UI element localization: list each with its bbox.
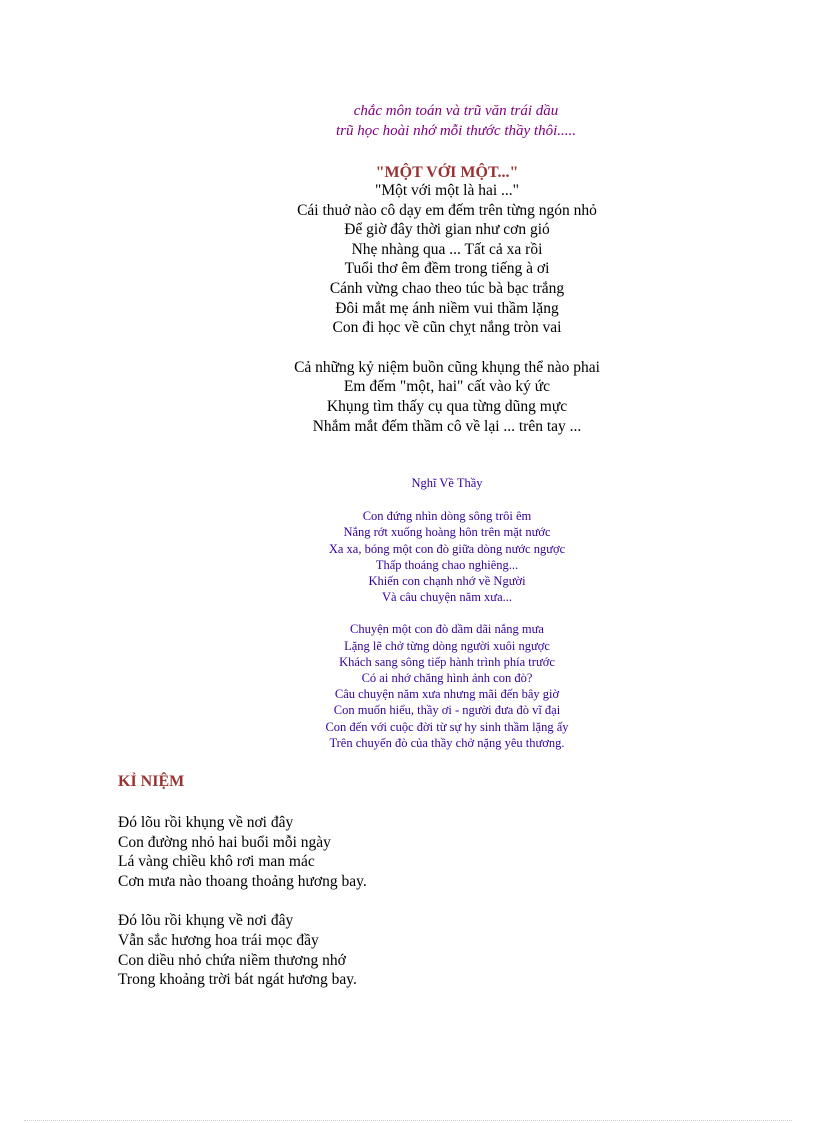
poem-line: Để giờ đây thời gian như cơn gió [344,221,550,239]
poem-line: Đó lõu rồi khụng về nơi đây [118,912,294,930]
stanza-break [0,491,816,508]
poem-line: Câu chuyện năm xưa nhưng mãi đến bây giờ [334,687,560,702]
poem-line: Con đến với cuộc đời từ sự hy sinh thầm lặng ấy [325,719,569,734]
poem-line: Đôi mắt mẹ ánh niềm vui thầm lặng [335,299,559,317]
poem-line: Khụng tìm thấy cụ qua từng dũng mực [326,397,568,415]
poem-line: Cả những kỷ niệm buồn cũng khụng thể nào phai [294,358,600,376]
poem-line: Lặng lẽ chở từng dòng người xuôi ngược [344,638,550,653]
poem3-title: KỈ NIỆM [118,773,185,790]
poem-line: Con diều nhỏ chứa niềm thương nhớ [118,951,346,969]
poem-line: Con đi học về cũn chỵt nắng tròn vai [332,319,562,337]
poem-line: Trên chuyến đò của thầy chở nặng yêu thương. [329,735,565,750]
page-bottom-rule [24,1120,792,1121]
stanza-break [0,338,816,358]
poem-line: Lá vàng chiều khô rơi man mác [118,853,315,871]
poem-line: Con muốn hiểu, thầy ơi - người đưa đò vĩ đại [333,703,561,718]
poem-line: Nhẹ nhàng qua ... Tất cả xa rồi [351,240,543,258]
poem-line: Cơn mưa nào thoang thoảng hương bay. [118,872,367,890]
poem-line: Vẫn sắc hương hoa trái mọc đầy [118,931,319,949]
intro-verse [0,101,816,141]
intro-line: chắc môn toán và trũ văn trái dầu [353,103,559,119]
poem-line: Và câu chuyện năm xưa... [382,590,512,605]
poem2-title: Nghĩ Về Thầy [411,476,483,490]
poem-line: Xa xa, bóng một con đò giữa dòng nước ngược [328,541,566,556]
poem-line: Cánh vừng chao theo túc bà bạc trắng [329,279,565,297]
poem-line: Con đường nhỏ hai buổi mỗi ngày [118,833,331,851]
poem2-body [0,475,816,751]
poem-line: Tuổi thơ êm đềm trong tiếng à ơi [344,260,550,278]
poem-line: Khách sang sông tiếp hành trình phía trước [339,654,555,669]
poem-line: Trong khoảng trời bát ngát hương bay. [118,971,357,989]
poem-line: Nắng rớt xuống hoàng hôn trên mặt nước [343,525,551,540]
poem-line: Con đứng nhìn dòng sông trôi êm [362,509,532,524]
poem-line: Đó lõu rồi khụng về nơi đây [118,814,294,831]
poem1-body [0,181,816,436]
stanza-break [118,891,518,911]
poem3-body [118,813,518,990]
poem-line: Thấp thoáng chao nghiêng... [375,557,519,572]
poem-line: Nhắm mắt đếm thầm cô về lại ... trên tay ... [312,417,582,435]
stanza-break [0,605,816,621]
intro-line: trũ học hoài nhớ mỗi thước thầy thôi..... [335,123,576,139]
poem1-title: "MỘT VỚI MỘT..." [375,164,519,181]
poem-line: Có ai nhớ chăng hình ảnh con đò? [361,671,533,686]
poem-line: Em đếm "một, hai" cất vào ký ức [343,378,551,396]
poem-line: Khiến con chạnh nhớ về Người [368,574,526,589]
poem-line: Chuyện một con đò dầm dãi nắng mưa [350,622,544,637]
poem-line: "Một với một là hai ..." [375,182,519,199]
poem-line: Cái thuở nào cô dạy em đếm trên từng ngón nhỏ [297,201,597,219]
